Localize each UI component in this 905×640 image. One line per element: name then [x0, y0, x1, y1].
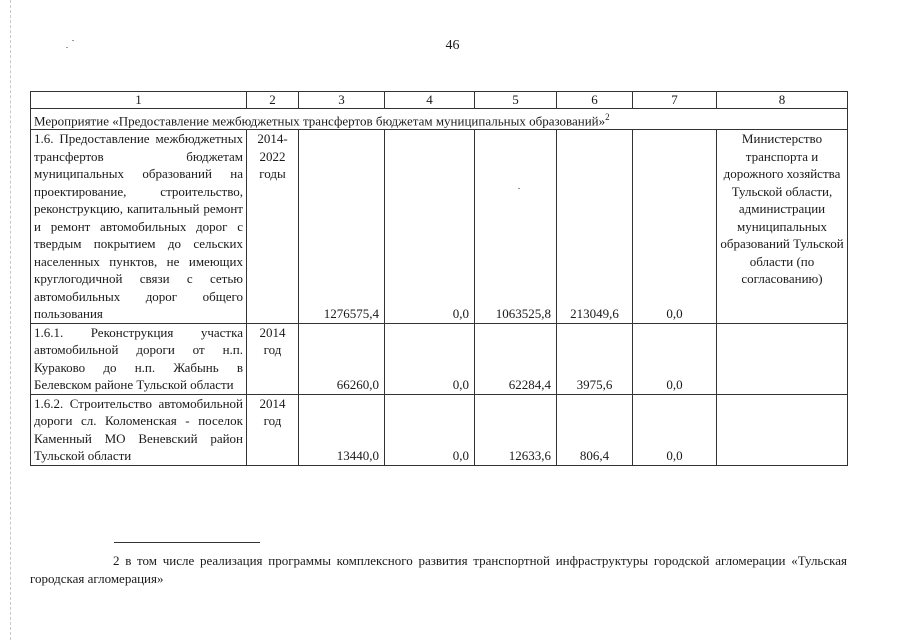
scan-edge-mark: [10, 0, 11, 640]
column-header: 6: [557, 92, 633, 109]
value-col7: 0,0: [633, 130, 717, 324]
value-col3: 1276575,4: [299, 130, 385, 324]
value-col7: 0,0: [633, 394, 717, 465]
measure-description: 1.6.1. Реконструкция участка автомобильной дороги от н.п. Кураково до н.п. Жабынь в Белевском районе Тульской области: [31, 323, 247, 394]
value-col3: 13440,0: [299, 394, 385, 465]
executor: [717, 394, 848, 465]
section-title-cell: [31, 109, 848, 130]
section-row: [31, 109, 848, 130]
value-col6: 806,4: [557, 394, 633, 465]
table-row: [31, 394, 848, 465]
footnote-divider: [114, 542, 260, 543]
column-header-row: [31, 92, 848, 109]
section-title: Мероприятие «Предоставление межбюджетных трансфертов бюджетам муниципальных образований»: [34, 113, 606, 129]
value-col4: 0,0: [385, 394, 475, 465]
column-header: 3: [299, 92, 385, 109]
value-col4: 0,0: [385, 323, 475, 394]
column-header: 1: [31, 92, 247, 109]
value-col6: 213049,6: [557, 130, 633, 324]
column-header: 5: [475, 92, 557, 109]
measure-period: 2014- 2022 годы: [247, 130, 299, 324]
value-col5: 62284,4: [475, 323, 557, 394]
value-col4: 0,0: [385, 130, 475, 324]
value-col7: 0,0: [633, 323, 717, 394]
table-row: [31, 130, 848, 324]
value-col5: 12633,6: [475, 394, 557, 465]
column-header: 7: [633, 92, 717, 109]
value-col6: 3975,6: [557, 323, 633, 394]
table-row: [31, 323, 848, 394]
value-col5: 1063525,8: [475, 130, 557, 324]
measure-description: 1.6. Предоставление межбюджетных трансфертов бюджетам муниципальных образований на проектирование, строительство, реконструкцию, капитальный ремонт и ремонт автомобильных дорог с твердым покрытием до сельских населенных пунктов, не имеющих круглогодичной связи с сетью автомобильных дорог общего пользования: [31, 130, 247, 324]
measure-description: 1.6.2. Строительство автомобильной дороги сл. Коломенская - поселок Каменный МО Веневский район Тульской области: [31, 394, 247, 465]
measures-table: [30, 91, 848, 466]
executor: Министерство транспорта и дорожного хозяйства Тульской области, администрации муниципальных образований Тульской области (по согласованию): [717, 130, 848, 324]
column-header: 2: [247, 92, 299, 109]
value-col3: 66260,0: [299, 323, 385, 394]
measure-period: 2014 год: [247, 394, 299, 465]
footnote-ref: 2: [605, 112, 610, 122]
executor: [717, 323, 848, 394]
column-header: 4: [385, 92, 475, 109]
column-header: 8: [717, 92, 848, 109]
measure-period: 2014 год: [247, 323, 299, 394]
footnote: 2 в том числе реализация программы комплексного развития транспортной инфраструктуры городской агломерации «Тульская городская агломерация»: [30, 553, 847, 586]
page-number: 46: [445, 38, 460, 53]
